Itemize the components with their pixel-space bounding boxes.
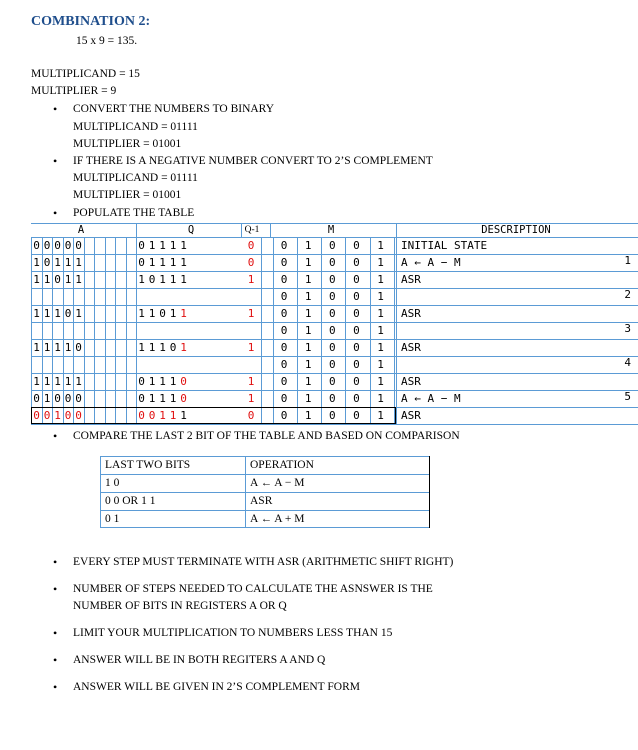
bit-m: 0	[353, 238, 360, 252]
bullet-compare: • COMPARE THE LAST 2 BIT OF THE TABLE AND BASED ON COMPARISON	[73, 430, 460, 442]
bit-m: 0	[280, 374, 288, 388]
bit-m: 0	[328, 323, 336, 337]
bullet-twos-complement: • IF THERE IS A NEGATIVE NUMBER CONVERT TO 2’S COMPLEMENT	[73, 155, 433, 167]
bit-q: 1	[169, 238, 177, 252]
op-header-last-two-bits: LAST TWO BITS	[105, 459, 191, 471]
bit-q: 0	[180, 374, 187, 388]
bit-m: 1	[304, 323, 312, 337]
bit-a: 1	[54, 408, 61, 422]
grid-line	[273, 237, 274, 424]
bit-a: 1	[33, 255, 40, 269]
bit-a: 0	[75, 340, 82, 354]
bit-m: 0	[280, 272, 288, 286]
bit-m: 0	[353, 374, 360, 388]
row-description: A ← A − M	[401, 255, 461, 269]
bit-m: 1	[304, 374, 312, 388]
grid-line	[270, 223, 271, 237]
bit-a: 0	[64, 408, 72, 422]
bit-m: 0	[328, 357, 336, 371]
bullet-asr: • EVERY STEP MUST TERMINATE WITH ASR (ARITHMETIC SHIFT RIGHT)	[73, 556, 453, 568]
bit-a: 1	[75, 255, 82, 269]
bit-q-minus-1: 1	[247, 391, 255, 405]
bit-m: 0	[328, 238, 336, 252]
grid-line	[31, 424, 638, 425]
grid-line	[31, 223, 638, 224]
operation-table	[100, 456, 430, 528]
bit-m: 0	[328, 340, 336, 354]
header-q: Q	[187, 224, 195, 236]
bit-q: 1	[138, 272, 145, 286]
grid-line	[297, 237, 298, 424]
bit-m: 1	[377, 391, 384, 405]
bit-a: 0	[75, 238, 82, 252]
bit-m: 1	[377, 340, 384, 354]
bit-m: 1	[304, 255, 312, 269]
bullet-twos-sub-2: MULTIPLIER = 01001	[73, 189, 182, 201]
bit-a: 0	[33, 408, 40, 422]
bit-m: 0	[353, 357, 360, 371]
bit-m: 0	[353, 340, 360, 354]
bit-a: 0	[43, 408, 51, 422]
bit-m: 0	[328, 289, 336, 303]
grid-line	[94, 237, 95, 424]
bit-q: 1	[180, 340, 187, 354]
bit-a: 1	[54, 374, 61, 388]
bit-m: 1	[304, 272, 312, 286]
bit-m: 1	[377, 357, 384, 371]
row-description: ASR	[401, 374, 421, 388]
bit-m: 0	[353, 391, 360, 405]
bit-m: 0	[353, 323, 360, 337]
bit-a: 1	[64, 272, 72, 286]
bit-q-minus-1: 1	[247, 374, 255, 388]
bit-m: 0	[280, 357, 288, 371]
bit-a: 1	[54, 306, 61, 320]
bit-q: 0	[180, 391, 187, 405]
bit-m: 0	[280, 323, 288, 337]
bit-q: 1	[148, 340, 156, 354]
bit-a: 0	[75, 391, 82, 405]
booth-table	[31, 223, 638, 425]
bit-a: 0	[54, 391, 61, 405]
bit-m: 0	[280, 289, 288, 303]
bit-q: 1	[159, 408, 166, 422]
bit-a: 0	[43, 255, 51, 269]
bit-q: 1	[159, 255, 166, 269]
bit-a: 1	[43, 272, 51, 286]
bit-a: 1	[75, 272, 82, 286]
grid-line	[105, 237, 106, 424]
bit-a: 0	[43, 238, 51, 252]
bit-m: 1	[304, 357, 312, 371]
grid-line	[241, 223, 242, 237]
bit-q: 0	[138, 255, 145, 269]
bit-m: 1	[377, 323, 384, 337]
op-row-operation: A ← A + M	[250, 513, 305, 525]
bit-m: 0	[280, 340, 288, 354]
step-number: 3	[624, 321, 631, 335]
bit-m: 1	[377, 374, 384, 388]
bit-q: 1	[138, 340, 145, 354]
bit-q: 1	[159, 374, 166, 388]
bit-q-minus-1: 0	[247, 408, 255, 422]
bullet-twos-sub-1: MULTIPLICAND = 01111	[73, 172, 198, 184]
bit-q: 1	[169, 391, 177, 405]
header-description: DESCRIPTION	[481, 224, 551, 236]
bit-q: 0	[138, 374, 145, 388]
bit-m: 1	[377, 255, 384, 269]
bit-q: 1	[180, 238, 187, 252]
step-number: 1	[624, 253, 631, 267]
bit-q: 1	[180, 306, 187, 320]
bit-q-minus-1: 0	[247, 255, 255, 269]
bit-a: 0	[64, 391, 72, 405]
bullet-steps: • NUMBER OF STEPS NEEDED TO CALCULATE THE ASNSWER IS THE	[73, 583, 433, 595]
bit-a: 0	[75, 408, 82, 422]
bit-q: 1	[148, 306, 156, 320]
multiplier-line: MULTIPLIER = 9	[31, 85, 117, 97]
row-description: ASR	[401, 340, 421, 354]
bit-q: 1	[148, 238, 156, 252]
bit-a: 0	[64, 238, 72, 252]
bit-m: 1	[304, 306, 312, 320]
bit-m: 1	[304, 289, 312, 303]
op-row-bits: 0 1	[105, 513, 120, 525]
grid-line	[136, 223, 137, 237]
bit-q: 1	[169, 255, 177, 269]
bit-a: 0	[54, 272, 61, 286]
bit-q: 1	[169, 306, 177, 320]
grid-line	[126, 237, 127, 424]
bit-q: 1	[148, 374, 156, 388]
bit-m: 0	[280, 255, 288, 269]
bit-q-minus-1: 0	[247, 238, 255, 252]
grid-line	[345, 237, 346, 424]
header-m: M	[327, 224, 335, 236]
bullet-convert: • CONVERT THE NUMBERS TO BINARY	[73, 103, 274, 115]
bit-a: 0	[54, 238, 61, 252]
bit-m: 0	[328, 374, 336, 388]
bit-a: 0	[33, 238, 40, 252]
bit-a: 1	[33, 374, 40, 388]
header-q-minus-1: Q-1	[244, 225, 260, 235]
bit-q-minus-1: 1	[247, 340, 255, 354]
bit-m: 0	[353, 255, 360, 269]
bit-q: 1	[169, 408, 177, 422]
bit-q: 0	[138, 391, 145, 405]
bit-q: 1	[169, 272, 177, 286]
bullet-limit: • LIMIT YOUR MULTIPLICATION TO NUMBERS LESS THAN 15	[73, 627, 392, 639]
bullet-answer-registers: • ANSWER WILL BE IN BOTH REGITERS A AND Q	[73, 654, 325, 666]
bit-q: 1	[159, 340, 166, 354]
op-row-bits: 0 0 OR 1 1	[105, 495, 156, 507]
header-a: A	[77, 224, 85, 236]
bit-a: 1	[75, 306, 82, 320]
bit-m: 0	[328, 272, 336, 286]
bullet-convert-sub-1: MULTIPLICAND = 01111	[73, 121, 198, 133]
bit-m: 1	[377, 408, 384, 422]
bit-q: 1	[148, 391, 156, 405]
grid-line	[394, 237, 395, 424]
bit-a: 1	[54, 255, 61, 269]
row-description: A ← A − M	[401, 391, 461, 405]
bit-a: 1	[33, 272, 40, 286]
bit-a: 0	[64, 306, 72, 320]
bit-m: 0	[353, 306, 360, 320]
grid-line	[396, 237, 397, 424]
bit-q: 1	[159, 391, 166, 405]
bit-m: 0	[328, 255, 336, 269]
bit-m: 1	[304, 391, 312, 405]
bullet-populate: • POPULATE THE TABLE	[73, 207, 194, 219]
grid-line	[396, 223, 397, 237]
bit-m: 1	[377, 289, 384, 303]
bit-q: 0	[148, 408, 156, 422]
bit-q: 1	[180, 255, 187, 269]
bullet-convert-sub-2: MULTIPLIER = 01001	[73, 138, 182, 150]
step-number: 2	[624, 287, 631, 301]
grid-line	[84, 237, 85, 424]
bit-m: 1	[304, 238, 312, 252]
step-number: 5	[624, 389, 631, 403]
grid-line	[115, 237, 116, 424]
bit-m: 0	[280, 391, 288, 405]
bit-m: 0	[328, 408, 336, 422]
bit-a: 1	[75, 374, 82, 388]
row-description: ASR	[401, 272, 421, 286]
bullet-answer-twos: • ANSWER WILL BE GIVEN IN 2’S COMPLEMENT FORM	[73, 681, 360, 693]
bullet-steps-cont: NUMBER OF BITS IN REGISTERS A OR Q	[73, 600, 287, 612]
bit-q: 1	[180, 408, 187, 422]
row-description: INITIAL STATE	[401, 238, 488, 252]
bit-a: 1	[33, 340, 40, 354]
bit-q: 1	[138, 306, 145, 320]
equation: 15 x 9 = 135.	[76, 35, 138, 47]
bit-q: 0	[138, 408, 145, 422]
op-header-operation: OPERATION	[250, 459, 314, 471]
bit-m: 0	[280, 238, 288, 252]
bit-a: 0	[33, 391, 40, 405]
multiplicand-line: MULTIPLICAND = 15	[31, 68, 140, 80]
op-row-bits: 1 0	[105, 477, 120, 489]
bit-a: 1	[33, 306, 40, 320]
bit-m: 0	[353, 272, 360, 286]
row-description: ASR	[401, 306, 421, 320]
bit-m: 1	[377, 272, 384, 286]
bit-q: 0	[148, 272, 156, 286]
bit-q: 1	[159, 272, 166, 286]
bit-q: 1	[148, 255, 156, 269]
bit-m: 1	[377, 238, 384, 252]
bit-m: 0	[353, 408, 360, 422]
op-row-operation: ASR	[250, 495, 273, 507]
op-row-operation: A ← A − M	[250, 477, 305, 489]
grid-line	[321, 237, 322, 424]
bit-m: 1	[304, 408, 312, 422]
bit-m: 0	[280, 408, 288, 422]
bit-q-minus-1: 1	[247, 306, 255, 320]
final-row-highlight	[31, 407, 396, 424]
bit-a: 1	[43, 340, 51, 354]
bit-m: 0	[328, 306, 336, 320]
bit-m: 0	[328, 391, 336, 405]
bit-q: 0	[159, 306, 166, 320]
bit-m: 1	[304, 340, 312, 354]
bit-a: 1	[64, 374, 72, 388]
bit-q-minus-1: 1	[247, 272, 255, 286]
bit-a: 1	[64, 340, 72, 354]
grid-line	[261, 237, 262, 424]
bit-a: 1	[43, 374, 51, 388]
bit-q: 1	[169, 374, 177, 388]
bit-q: 1	[159, 238, 166, 252]
bit-m: 0	[280, 306, 288, 320]
grid-line	[370, 237, 371, 424]
bit-q: 1	[180, 272, 187, 286]
bit-q: 0	[169, 340, 177, 354]
bit-a: 1	[43, 306, 51, 320]
bit-a: 1	[64, 255, 72, 269]
bit-q: 0	[138, 238, 145, 252]
step-number: 4	[624, 355, 631, 369]
page-title: COMBINATION 2:	[31, 14, 151, 29]
bit-m: 0	[353, 289, 360, 303]
bit-a: 1	[43, 391, 51, 405]
bit-m: 1	[377, 306, 384, 320]
bit-a: 1	[54, 340, 61, 354]
row-description: ASR	[401, 408, 421, 422]
